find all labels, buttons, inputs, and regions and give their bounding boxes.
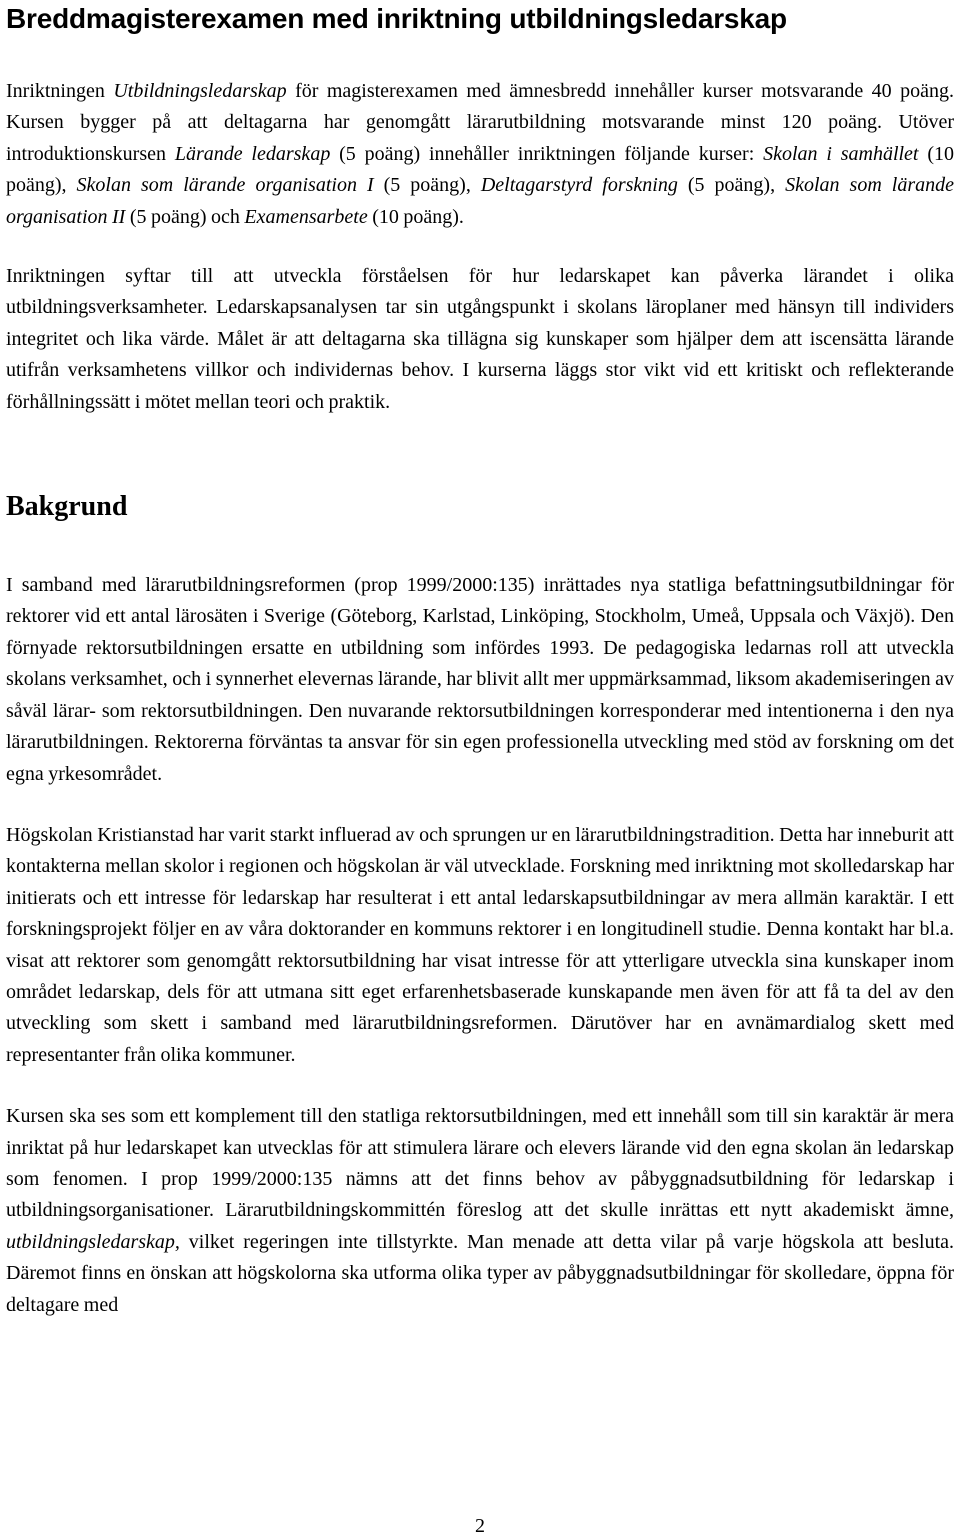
background-paragraph-2: Högskolan Kristianstad har varit starkt influerad av och sprungen ur en lärarutbildningstradition. Detta har inneburit att kontakterna mellan skolor i regionen och högskolan är väl utvecklade. Forskning med inriktning mot skolledarskap har initierats och ett intresse för ledarskap har resulterat i ett antal ledarskapsutbildningar av mera allmän karaktär. I ett forskningsprojekt följer en av våra doktorander en kommuns rektorer i en longitudinell studie. Denna kontakt har bl.a. visat att rektorer som genomgått rektorsutbildning har visat intresse för att ytterligare utveckla sina kunskaper inom området ledarskap, dels för att utmana sitt eget erfarenhetsbaserade kunskapande men även för att få ta del av den utveckling som skett i samband med lärarutbildningsreformen. Därutöver har en avnämardialog skett med representanter från olika kommuner.	[6, 823, 954, 1066]
intro-text: (5 poäng) innehåller inriktningen följande kurser:	[330, 142, 764, 165]
intro-paragraph	[6, 76, 954, 233]
intro-text: (10 poäng),	[6, 142, 954, 197]
aims-paragraph: Inriktningen syftar till att utveckla förståelsen för hur ledarskapet kan påverka lärandet i olika utbildningsverksamheter. Ledarskapsanalysen tar sin utgångspunkt i skolans läroplaner med hänsyn till individers integritet och lika värde. Målet är att deltagarna ska tillägna sig kunskaper som hjälper dem att iscensätta lärande utifrån verksamhetens villkor och individernas behov. I kurserna läggs stor vikt vid ett kritiskt och reflekterande förhållningssätt i mötet mellan teori och praktik.	[6, 265, 954, 413]
course-name: Deltagarstyrd forskning	[480, 174, 678, 197]
course-name: Examensarbete	[244, 205, 368, 228]
intro-text: (5 poäng),	[373, 174, 481, 197]
subject-name: utbildningsledarskap,	[6, 1230, 180, 1253]
course-name: Skolan som lärande organisation I	[76, 174, 374, 197]
intro-text: för magisterexamen med ämnesbredd innehåller kurser motsvarande 40 poäng. Kursen bygger på att deltagarna har genomgått lärarutbildning motsvarande minst 120 poäng. Utöver introduktionskursen	[6, 80, 954, 165]
intro-text: (5 poäng),	[677, 174, 786, 197]
course-name: Skolan i samhället	[763, 142, 919, 165]
intro-text: (5 poäng) och	[125, 205, 245, 228]
background-paragraph-3	[6, 1101, 954, 1321]
section-heading-bakgrund: Bakgrund	[6, 491, 128, 523]
course-name: Lärande ledarskap	[174, 142, 331, 165]
paragraph-text: vilket regeringen inte tillstyrkte. Man menade att detta vilar på varje högskola att besluta. Däremot finns en önskan att högskolorna ska utforma olika typer av påbyggnadsutbildningar för skolledare, öppna för deltagare med	[6, 1230, 954, 1316]
document-page	[6, 0, 954, 1321]
course-name: Utbildningsledarskap	[113, 80, 287, 102]
intro-text: (10 poäng).	[367, 205, 464, 228]
background-paragraph-1: I samband med lärarutbildningsreformen (prop 1999/2000:135) inrättades nya statliga befattningsutbildningar för rektorer vid ett antal lärosäten i Sverige (Göteborg, Karlstad, Linköping, Stockholm, Umeå, Uppsala och Växjö). Den förnyade rektorsutbildningen ersatte en utbildning som infördes 1993. De pedagogiska ledarnas roll att utveckla skolans verksamhet, och i synnerhet elevernas lärande, har blivit allt mer uppmärksammad, liksom akademiseringen av såväl lärar- som rektorsutbildningen. Den nuvarande rektorsutbildningen korresponderar med intentionerna i den nya lärarutbildningen. Rektorerna förväntas ta ansvar för sin egen professionella utveckling med stöd av forskning om det egna yrkesområdet.	[6, 574, 954, 785]
paragraph-text: Kursen ska ses som ett komplement till den statliga rektorsutbildningen, med ett innehåll som till sin karaktär är mera inriktat på hur ledarskapet kan utvecklas för att stimulera lärare och elevers lärande vid den egna skolan än ledarskap som fenomen. I prop 1999/2000:135 nämns att det finns behov av påbyggnadsutbildning för ledarskap i utbildningsorganisationer. Lärarutbildningskommittén föreslog att det skulle inrättas ett nytt akademiskt ämne,	[6, 1105, 954, 1222]
course-name: Skolan som lärande organisation II	[6, 174, 954, 228]
page-title: Breddmagisterexamen med inriktning utbildningsledarskap	[6, 3, 787, 34]
page-number: 2	[475, 1515, 485, 1537]
intro-text: Inriktningen	[6, 80, 114, 102]
